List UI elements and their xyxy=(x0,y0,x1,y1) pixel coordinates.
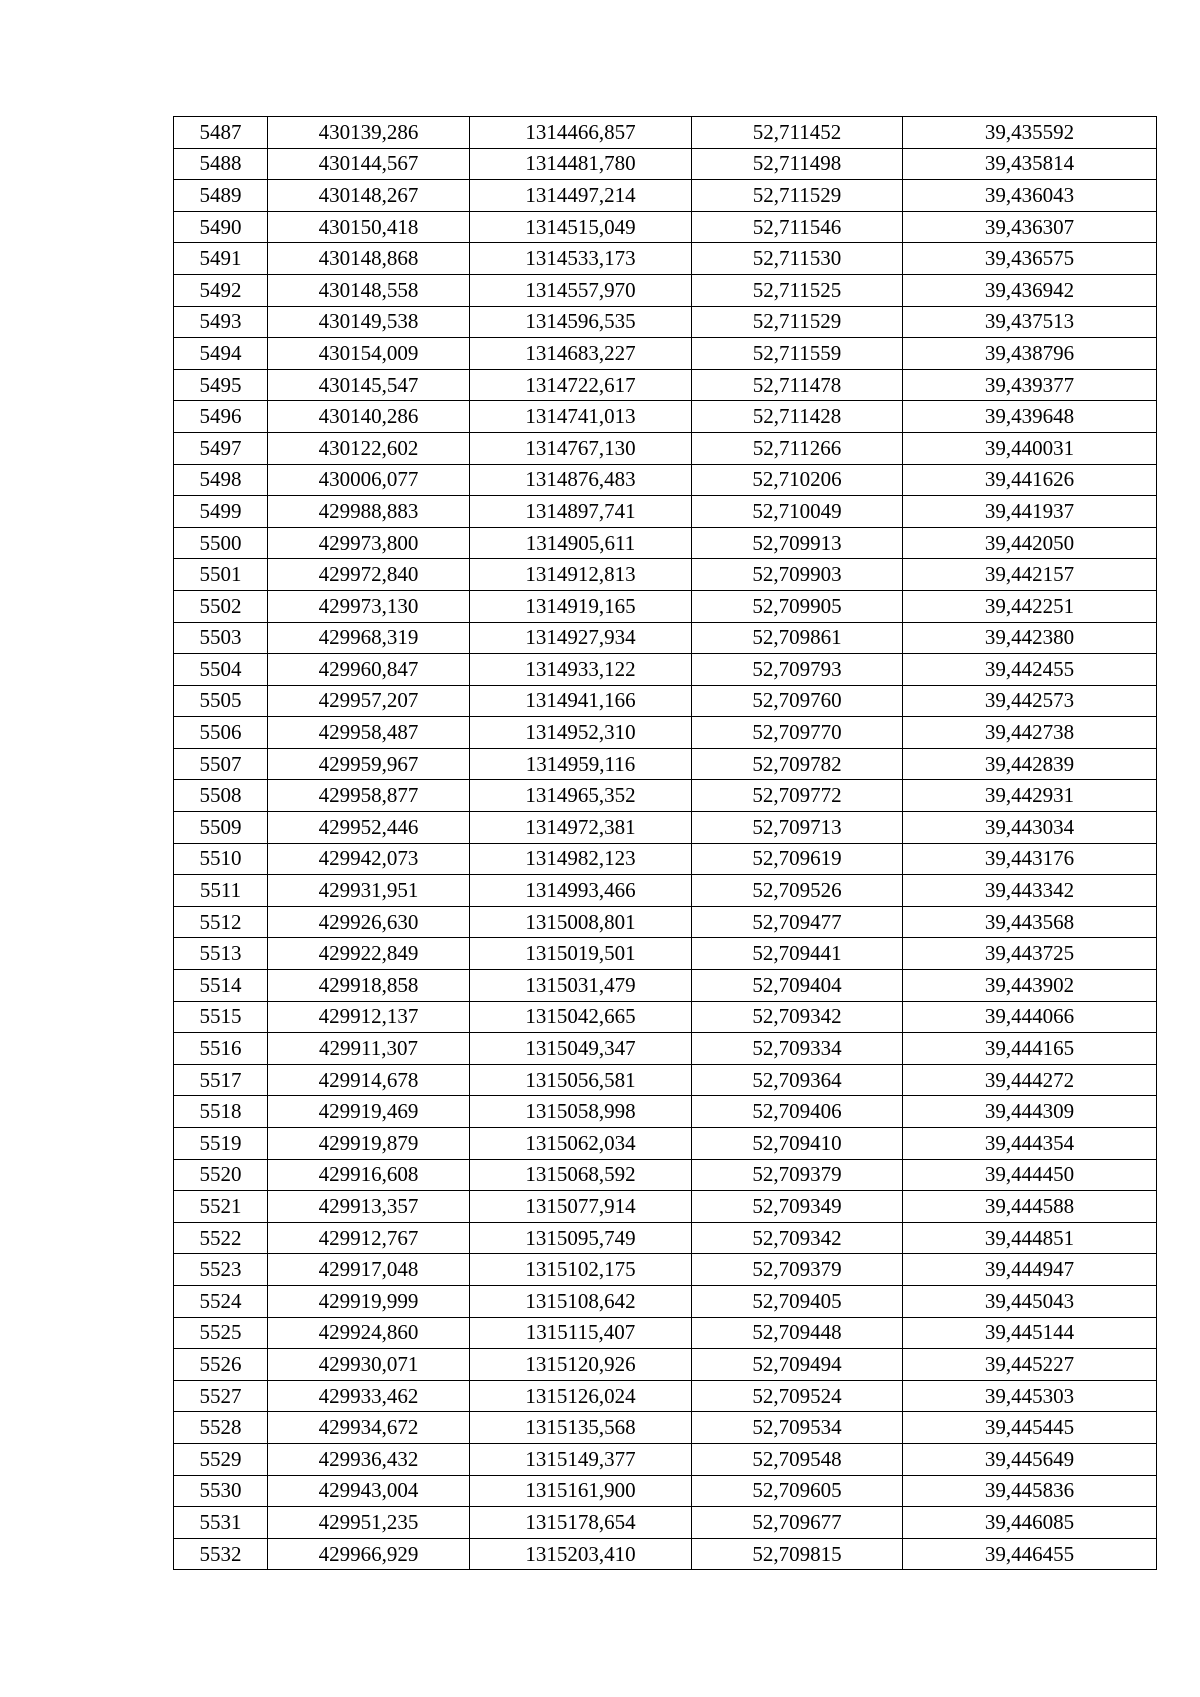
coordinates-table-body xyxy=(174,117,1157,1570)
point-number-cell: 5530 xyxy=(174,1475,268,1507)
x-coordinate-cell: 429936,432 xyxy=(268,1443,470,1475)
longitude-cell: 39,438796 xyxy=(903,338,1157,370)
y-coordinate-cell: 1314741,013 xyxy=(470,401,692,433)
y-coordinate-cell: 1315161,900 xyxy=(470,1475,692,1507)
point-number-cell: 5501 xyxy=(174,559,268,591)
latitude-cell: 52,711529 xyxy=(692,306,903,338)
latitude-cell: 52,709793 xyxy=(692,654,903,686)
y-coordinate-cell: 1314952,310 xyxy=(470,717,692,749)
longitude-cell: 39,446455 xyxy=(903,1538,1157,1570)
latitude-cell: 52,709770 xyxy=(692,717,903,749)
latitude-cell: 52,709605 xyxy=(692,1475,903,1507)
x-coordinate-cell: 429922,849 xyxy=(268,938,470,970)
y-coordinate-cell: 1314533,173 xyxy=(470,243,692,275)
latitude-cell: 52,709772 xyxy=(692,780,903,812)
x-coordinate-cell: 429924,860 xyxy=(268,1317,470,1349)
point-number-cell: 5516 xyxy=(174,1033,268,1065)
table-row xyxy=(174,1159,1157,1191)
table-row xyxy=(174,1380,1157,1412)
latitude-cell: 52,709677 xyxy=(692,1507,903,1539)
x-coordinate-cell: 429972,840 xyxy=(268,559,470,591)
y-coordinate-cell: 1315115,407 xyxy=(470,1317,692,1349)
point-number-cell: 5492 xyxy=(174,274,268,306)
latitude-cell: 52,709815 xyxy=(692,1538,903,1570)
table-row xyxy=(174,1317,1157,1349)
point-number-cell: 5525 xyxy=(174,1317,268,1349)
point-number-cell: 5512 xyxy=(174,906,268,938)
table-row xyxy=(174,117,1157,149)
x-coordinate-cell: 430145,547 xyxy=(268,369,470,401)
point-number-cell: 5506 xyxy=(174,717,268,749)
point-number-cell: 5488 xyxy=(174,148,268,180)
table-row xyxy=(174,1128,1157,1160)
x-coordinate-cell: 429959,967 xyxy=(268,748,470,780)
x-coordinate-cell: 429966,929 xyxy=(268,1538,470,1570)
point-number-cell: 5532 xyxy=(174,1538,268,1570)
longitude-cell: 39,445836 xyxy=(903,1475,1157,1507)
y-coordinate-cell: 1315062,034 xyxy=(470,1128,692,1160)
point-number-cell: 5498 xyxy=(174,464,268,496)
y-coordinate-cell: 1314982,123 xyxy=(470,843,692,875)
x-coordinate-cell: 429933,462 xyxy=(268,1380,470,1412)
table-row xyxy=(174,938,1157,970)
table-row xyxy=(174,717,1157,749)
longitude-cell: 39,445303 xyxy=(903,1380,1157,1412)
longitude-cell: 39,443176 xyxy=(903,843,1157,875)
x-coordinate-cell: 429917,048 xyxy=(268,1254,470,1286)
table-row xyxy=(174,1001,1157,1033)
x-coordinate-cell: 429916,608 xyxy=(268,1159,470,1191)
table-row xyxy=(174,622,1157,654)
longitude-cell: 39,439377 xyxy=(903,369,1157,401)
table-row xyxy=(174,1191,1157,1223)
longitude-cell: 39,445649 xyxy=(903,1443,1157,1475)
x-coordinate-cell: 429914,678 xyxy=(268,1064,470,1096)
point-number-cell: 5531 xyxy=(174,1507,268,1539)
table-row xyxy=(174,654,1157,686)
point-number-cell: 5521 xyxy=(174,1191,268,1223)
latitude-cell: 52,709619 xyxy=(692,843,903,875)
table-row xyxy=(174,1254,1157,1286)
table-row xyxy=(174,748,1157,780)
point-number-cell: 5513 xyxy=(174,938,268,970)
latitude-cell: 52,710049 xyxy=(692,496,903,528)
y-coordinate-cell: 1315056,581 xyxy=(470,1064,692,1096)
y-coordinate-cell: 1315068,592 xyxy=(470,1159,692,1191)
x-coordinate-cell: 430140,286 xyxy=(268,401,470,433)
x-coordinate-cell: 429912,767 xyxy=(268,1222,470,1254)
longitude-cell: 39,435592 xyxy=(903,117,1157,149)
latitude-cell: 52,709548 xyxy=(692,1443,903,1475)
longitude-cell: 39,437513 xyxy=(903,306,1157,338)
y-coordinate-cell: 1315126,024 xyxy=(470,1380,692,1412)
latitude-cell: 52,709406 xyxy=(692,1096,903,1128)
latitude-cell: 52,709524 xyxy=(692,1380,903,1412)
point-number-cell: 5503 xyxy=(174,622,268,654)
longitude-cell: 39,436575 xyxy=(903,243,1157,275)
table-row xyxy=(174,590,1157,622)
y-coordinate-cell: 1314876,483 xyxy=(470,464,692,496)
x-coordinate-cell: 430148,558 xyxy=(268,274,470,306)
y-coordinate-cell: 1315203,410 xyxy=(470,1538,692,1570)
point-number-cell: 5494 xyxy=(174,338,268,370)
y-coordinate-cell: 1315077,914 xyxy=(470,1191,692,1223)
x-coordinate-cell: 429911,307 xyxy=(268,1033,470,1065)
y-coordinate-cell: 1314683,227 xyxy=(470,338,692,370)
y-coordinate-cell: 1315008,801 xyxy=(470,906,692,938)
coordinates-table xyxy=(173,116,1157,1570)
x-coordinate-cell: 429942,073 xyxy=(268,843,470,875)
x-coordinate-cell: 429930,071 xyxy=(268,1349,470,1381)
longitude-cell: 39,442738 xyxy=(903,717,1157,749)
latitude-cell: 52,709494 xyxy=(692,1349,903,1381)
point-number-cell: 5509 xyxy=(174,812,268,844)
x-coordinate-cell: 429931,951 xyxy=(268,875,470,907)
table-row xyxy=(174,970,1157,1002)
x-coordinate-cell: 430148,868 xyxy=(268,243,470,275)
latitude-cell: 52,709760 xyxy=(692,685,903,717)
y-coordinate-cell: 1315120,926 xyxy=(470,1349,692,1381)
longitude-cell: 39,444066 xyxy=(903,1001,1157,1033)
point-number-cell: 5520 xyxy=(174,1159,268,1191)
y-coordinate-cell: 1314965,352 xyxy=(470,780,692,812)
latitude-cell: 52,709334 xyxy=(692,1033,903,1065)
x-coordinate-cell: 429919,469 xyxy=(268,1096,470,1128)
latitude-cell: 52,709405 xyxy=(692,1285,903,1317)
table-row xyxy=(174,559,1157,591)
table-row xyxy=(174,875,1157,907)
latitude-cell: 52,711559 xyxy=(692,338,903,370)
point-number-cell: 5511 xyxy=(174,875,268,907)
table-row xyxy=(174,685,1157,717)
x-coordinate-cell: 429912,137 xyxy=(268,1001,470,1033)
table-row xyxy=(174,1222,1157,1254)
point-number-cell: 5495 xyxy=(174,369,268,401)
y-coordinate-cell: 1315135,568 xyxy=(470,1412,692,1444)
y-coordinate-cell: 1314481,780 xyxy=(470,148,692,180)
y-coordinate-cell: 1314497,214 xyxy=(470,180,692,212)
x-coordinate-cell: 430154,009 xyxy=(268,338,470,370)
point-number-cell: 5499 xyxy=(174,496,268,528)
x-coordinate-cell: 430139,286 xyxy=(268,117,470,149)
longitude-cell: 39,440031 xyxy=(903,432,1157,464)
x-coordinate-cell: 429957,207 xyxy=(268,685,470,717)
latitude-cell: 52,711452 xyxy=(692,117,903,149)
longitude-cell: 39,445445 xyxy=(903,1412,1157,1444)
y-coordinate-cell: 1314993,466 xyxy=(470,875,692,907)
latitude-cell: 52,711530 xyxy=(692,243,903,275)
latitude-cell: 52,709477 xyxy=(692,906,903,938)
table-row xyxy=(174,401,1157,433)
point-number-cell: 5505 xyxy=(174,685,268,717)
longitude-cell: 39,444272 xyxy=(903,1064,1157,1096)
point-number-cell: 5514 xyxy=(174,970,268,1002)
longitude-cell: 39,442157 xyxy=(903,559,1157,591)
x-coordinate-cell: 429951,235 xyxy=(268,1507,470,1539)
latitude-cell: 52,709349 xyxy=(692,1191,903,1223)
point-number-cell: 5502 xyxy=(174,590,268,622)
point-number-cell: 5526 xyxy=(174,1349,268,1381)
longitude-cell: 39,444947 xyxy=(903,1254,1157,1286)
point-number-cell: 5515 xyxy=(174,1001,268,1033)
point-number-cell: 5490 xyxy=(174,211,268,243)
y-coordinate-cell: 1314933,122 xyxy=(470,654,692,686)
y-coordinate-cell: 1314972,381 xyxy=(470,812,692,844)
longitude-cell: 39,443568 xyxy=(903,906,1157,938)
latitude-cell: 52,709713 xyxy=(692,812,903,844)
point-number-cell: 5487 xyxy=(174,117,268,149)
y-coordinate-cell: 1315019,501 xyxy=(470,938,692,970)
y-coordinate-cell: 1315178,654 xyxy=(470,1507,692,1539)
table-row xyxy=(174,1285,1157,1317)
x-coordinate-cell: 429960,847 xyxy=(268,654,470,686)
table-row xyxy=(174,1412,1157,1444)
latitude-cell: 52,711525 xyxy=(692,274,903,306)
y-coordinate-cell: 1314912,813 xyxy=(470,559,692,591)
x-coordinate-cell: 430122,602 xyxy=(268,432,470,464)
latitude-cell: 52,709379 xyxy=(692,1254,903,1286)
y-coordinate-cell: 1315108,642 xyxy=(470,1285,692,1317)
longitude-cell: 39,442931 xyxy=(903,780,1157,812)
y-coordinate-cell: 1314941,166 xyxy=(470,685,692,717)
longitude-cell: 39,442573 xyxy=(903,685,1157,717)
latitude-cell: 52,710206 xyxy=(692,464,903,496)
point-number-cell: 5517 xyxy=(174,1064,268,1096)
x-coordinate-cell: 429918,858 xyxy=(268,970,470,1002)
point-number-cell: 5496 xyxy=(174,401,268,433)
x-coordinate-cell: 429958,877 xyxy=(268,780,470,812)
table-row xyxy=(174,1033,1157,1065)
longitude-cell: 39,435814 xyxy=(903,148,1157,180)
y-coordinate-cell: 1314927,934 xyxy=(470,622,692,654)
latitude-cell: 52,711428 xyxy=(692,401,903,433)
y-coordinate-cell: 1314515,049 xyxy=(470,211,692,243)
table-row xyxy=(174,1349,1157,1381)
x-coordinate-cell: 429973,130 xyxy=(268,590,470,622)
point-number-cell: 5528 xyxy=(174,1412,268,1444)
x-coordinate-cell: 429913,357 xyxy=(268,1191,470,1223)
point-number-cell: 5527 xyxy=(174,1380,268,1412)
longitude-cell: 39,442839 xyxy=(903,748,1157,780)
table-row xyxy=(174,306,1157,338)
y-coordinate-cell: 1314466,857 xyxy=(470,117,692,149)
latitude-cell: 52,711266 xyxy=(692,432,903,464)
latitude-cell: 52,709410 xyxy=(692,1128,903,1160)
latitude-cell: 52,709905 xyxy=(692,590,903,622)
y-coordinate-cell: 1315058,998 xyxy=(470,1096,692,1128)
latitude-cell: 52,709861 xyxy=(692,622,903,654)
longitude-cell: 39,442050 xyxy=(903,527,1157,559)
table-row xyxy=(174,906,1157,938)
y-coordinate-cell: 1314905,611 xyxy=(470,527,692,559)
y-coordinate-cell: 1315149,377 xyxy=(470,1443,692,1475)
longitude-cell: 39,443902 xyxy=(903,970,1157,1002)
y-coordinate-cell: 1315031,479 xyxy=(470,970,692,1002)
point-number-cell: 5529 xyxy=(174,1443,268,1475)
table-row xyxy=(174,1475,1157,1507)
table-row xyxy=(174,812,1157,844)
point-number-cell: 5489 xyxy=(174,180,268,212)
point-number-cell: 5508 xyxy=(174,780,268,812)
longitude-cell: 39,444165 xyxy=(903,1033,1157,1065)
x-coordinate-cell: 430144,567 xyxy=(268,148,470,180)
longitude-cell: 39,443725 xyxy=(903,938,1157,970)
point-number-cell: 5507 xyxy=(174,748,268,780)
table-row xyxy=(174,369,1157,401)
table-row xyxy=(174,1507,1157,1539)
point-number-cell: 5510 xyxy=(174,843,268,875)
longitude-cell: 39,444851 xyxy=(903,1222,1157,1254)
longitude-cell: 39,444354 xyxy=(903,1128,1157,1160)
x-coordinate-cell: 429958,487 xyxy=(268,717,470,749)
y-coordinate-cell: 1314767,130 xyxy=(470,432,692,464)
y-coordinate-cell: 1314919,165 xyxy=(470,590,692,622)
table-row xyxy=(174,338,1157,370)
longitude-cell: 39,443342 xyxy=(903,875,1157,907)
point-number-cell: 5491 xyxy=(174,243,268,275)
table-row xyxy=(174,1064,1157,1096)
point-number-cell: 5500 xyxy=(174,527,268,559)
longitude-cell: 39,446085 xyxy=(903,1507,1157,1539)
y-coordinate-cell: 1314557,970 xyxy=(470,274,692,306)
longitude-cell: 39,442251 xyxy=(903,590,1157,622)
y-coordinate-cell: 1315102,175 xyxy=(470,1254,692,1286)
table-row xyxy=(174,496,1157,528)
longitude-cell: 39,445227 xyxy=(903,1349,1157,1381)
table-row xyxy=(174,274,1157,306)
point-number-cell: 5522 xyxy=(174,1222,268,1254)
table-row xyxy=(174,1096,1157,1128)
table-row xyxy=(174,211,1157,243)
table-row xyxy=(174,243,1157,275)
x-coordinate-cell: 429926,630 xyxy=(268,906,470,938)
point-number-cell: 5519 xyxy=(174,1128,268,1160)
y-coordinate-cell: 1314596,535 xyxy=(470,306,692,338)
latitude-cell: 52,711546 xyxy=(692,211,903,243)
table-row xyxy=(174,432,1157,464)
x-coordinate-cell: 430148,267 xyxy=(268,180,470,212)
latitude-cell: 52,711498 xyxy=(692,148,903,180)
table-row xyxy=(174,148,1157,180)
x-coordinate-cell: 430149,538 xyxy=(268,306,470,338)
longitude-cell: 39,441626 xyxy=(903,464,1157,496)
longitude-cell: 39,439648 xyxy=(903,401,1157,433)
longitude-cell: 39,443034 xyxy=(903,812,1157,844)
y-coordinate-cell: 1315049,347 xyxy=(470,1033,692,1065)
latitude-cell: 52,711478 xyxy=(692,369,903,401)
y-coordinate-cell: 1315095,749 xyxy=(470,1222,692,1254)
longitude-cell: 39,436307 xyxy=(903,211,1157,243)
latitude-cell: 52,709534 xyxy=(692,1412,903,1444)
x-coordinate-cell: 429919,999 xyxy=(268,1285,470,1317)
longitude-cell: 39,445043 xyxy=(903,1285,1157,1317)
latitude-cell: 52,709441 xyxy=(692,938,903,970)
x-coordinate-cell: 429973,800 xyxy=(268,527,470,559)
y-coordinate-cell: 1314959,116 xyxy=(470,748,692,780)
point-number-cell: 5493 xyxy=(174,306,268,338)
longitude-cell: 39,445144 xyxy=(903,1317,1157,1349)
x-coordinate-cell: 429943,004 xyxy=(268,1475,470,1507)
point-number-cell: 5518 xyxy=(174,1096,268,1128)
x-coordinate-cell: 429919,879 xyxy=(268,1128,470,1160)
point-number-cell: 5504 xyxy=(174,654,268,686)
table-row xyxy=(174,1538,1157,1570)
y-coordinate-cell: 1314897,741 xyxy=(470,496,692,528)
table-row xyxy=(174,1443,1157,1475)
longitude-cell: 39,442380 xyxy=(903,622,1157,654)
table-row xyxy=(174,464,1157,496)
longitude-cell: 39,442455 xyxy=(903,654,1157,686)
latitude-cell: 52,709364 xyxy=(692,1064,903,1096)
x-coordinate-cell: 429988,883 xyxy=(268,496,470,528)
table-row xyxy=(174,843,1157,875)
longitude-cell: 39,436942 xyxy=(903,274,1157,306)
x-coordinate-cell: 429952,446 xyxy=(268,812,470,844)
y-coordinate-cell: 1314722,617 xyxy=(470,369,692,401)
y-coordinate-cell: 1315042,665 xyxy=(470,1001,692,1033)
latitude-cell: 52,709903 xyxy=(692,559,903,591)
latitude-cell: 52,709342 xyxy=(692,1001,903,1033)
longitude-cell: 39,444309 xyxy=(903,1096,1157,1128)
latitude-cell: 52,709342 xyxy=(692,1222,903,1254)
x-coordinate-cell: 429968,319 xyxy=(268,622,470,654)
latitude-cell: 52,711529 xyxy=(692,180,903,212)
latitude-cell: 52,709913 xyxy=(692,527,903,559)
latitude-cell: 52,709379 xyxy=(692,1159,903,1191)
point-number-cell: 5523 xyxy=(174,1254,268,1286)
table-row xyxy=(174,527,1157,559)
x-coordinate-cell: 430150,418 xyxy=(268,211,470,243)
latitude-cell: 52,709404 xyxy=(692,970,903,1002)
point-number-cell: 5497 xyxy=(174,432,268,464)
table-row xyxy=(174,180,1157,212)
table-row xyxy=(174,780,1157,812)
longitude-cell: 39,441937 xyxy=(903,496,1157,528)
x-coordinate-cell: 430006,077 xyxy=(268,464,470,496)
x-coordinate-cell: 429934,672 xyxy=(268,1412,470,1444)
point-number-cell: 5524 xyxy=(174,1285,268,1317)
latitude-cell: 52,709448 xyxy=(692,1317,903,1349)
longitude-cell: 39,444588 xyxy=(903,1191,1157,1223)
latitude-cell: 52,709526 xyxy=(692,875,903,907)
longitude-cell: 39,436043 xyxy=(903,180,1157,212)
longitude-cell: 39,444450 xyxy=(903,1159,1157,1191)
latitude-cell: 52,709782 xyxy=(692,748,903,780)
